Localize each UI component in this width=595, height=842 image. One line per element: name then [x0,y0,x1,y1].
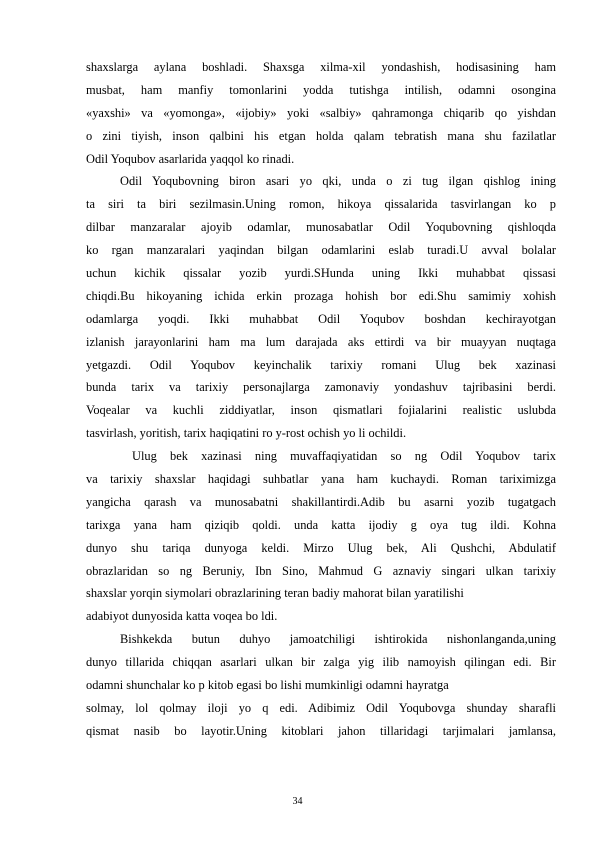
text-line: ko rgan manzaralari yaqindan bilgan odamlarini eslab turadi.U avval bolalar [86,243,556,258]
text-line: yangicha qarash va munosabatni shakillantirdi.Adib bu asarni yozib tugatgach [86,494,556,509]
text-line: tarixga yana ham qiziqib qoldi. unda katta ijodiy g oya tug ildi. Kohna [86,517,556,532]
text-line: Voqealar va kuchli ziddiyatlar, inson qismatlari fojialarini realistic uslubda [86,403,556,418]
text-line: musbat, ham manfiy tomonlarini yodda tutishga intilish, odamni osongina [86,82,556,97]
text-line: Odil Yoqubovning biron asari yo qki, unda o zi tug ilgan qishlog ining [120,174,556,189]
text-line: dunyo tillarida chiqqan asarlari ulkan bir zalga yig ilib namoyish qilingan edi. Bir [86,655,556,670]
text-line: dunyo shu tariqa dunyoga keldi. Mirzo Ulug bek, Ali Qushchi, Abdulatif [86,540,556,555]
text-line: yetgazdi. Odil Yoqubov keyinchalik tarixiy romani Ulug bek xazinasi [86,357,556,372]
text-line: Ulug bek xazinasi ning muvaffaqiyatidan so ng Odil Yoqubov tarix [132,449,556,464]
text-line: solmay, lol qolmay iloji yo q edi. Adibimiz Odil Yoqubovga shunday sharafli [86,700,556,715]
page-number: 34 [292,796,303,807]
text-line: bunda tarix va tarixiy personajlarga zamonaviy yondashuv tajribasini berdi. [86,380,556,395]
text-line: obrazlaridan so ng Beruniy, Ibn Sino, Mahmud G aznaviy singari ulkan tarixiy [86,563,556,578]
text-line: dilbar manzaralar ajoyib odamlar, munosabatlar Odil Yoqubovning qishloqda [86,220,556,235]
text-line: o zini tiyish, inson qalbini his etgan holda qalam tebratish mana shu fazilatlar [86,128,556,143]
text-line: uchun kichik qissalar yozib yurdi.SHunda uning Ikki muhabbat qissasi [86,266,556,281]
text-line: odamni shunchalar ko p kitob egasi bo lishi mumkinligi odamni hayratga [86,678,449,693]
text-line: odamlarga yoqdi. Ikki muhabbat Odil Yoqubov boshdan kechirayotgan [86,311,556,326]
text-line: «yaxshi» va «yomonga», «ijobiy» yoki «salbiy» qahramonga chiqarib qo yishdan [86,105,556,120]
text-line: adabiyot dunyosida katta voqea bo ldi. [86,609,278,624]
text-line: izlanish jarayonlarini ham ma lum darajada aks ettirdi va bir muayyan nuqtaga [86,334,556,349]
text-line: qismat nasib bo layotir.Uning kitoblari jahon tillaridagi tarjimalari jamlansa, [86,723,556,738]
text-line: chiqdi.Bu hikoyaning ichida erkin prozaga hohish bor edi.Shu samimiy xohish [86,288,556,303]
text-line: Odil Yoqubov asarlarida yaqqol ko rinadi. [86,151,295,166]
text-line: shaxslar yorqin siymolari obrazlarining teran badiy mahorat bilan yaratilishi [86,586,464,601]
text-line: shaxslarga aylana boshladi. Shaxsga xilma-xil yondashish, hodisasining ham [86,60,556,74]
text-line: ta siri ta biri sezilmasin.Uning romon, hikoya qissalarida tasvirlangan ko p [86,197,556,212]
text-line: tasvirlash, yoritish, tarix haqiqatini ro y-rost ochish yo li ochildi. [86,426,407,441]
body-text [86,56,556,743]
text-line: Bishkekda butun duhyo jamoatchiligi ishtirokida nishonlanganda,uning [120,632,556,647]
text-line: va tarixiy shaxslar haqidagi suhbatlar yana ham kuchaydi. Roman tariximizga [86,472,556,487]
